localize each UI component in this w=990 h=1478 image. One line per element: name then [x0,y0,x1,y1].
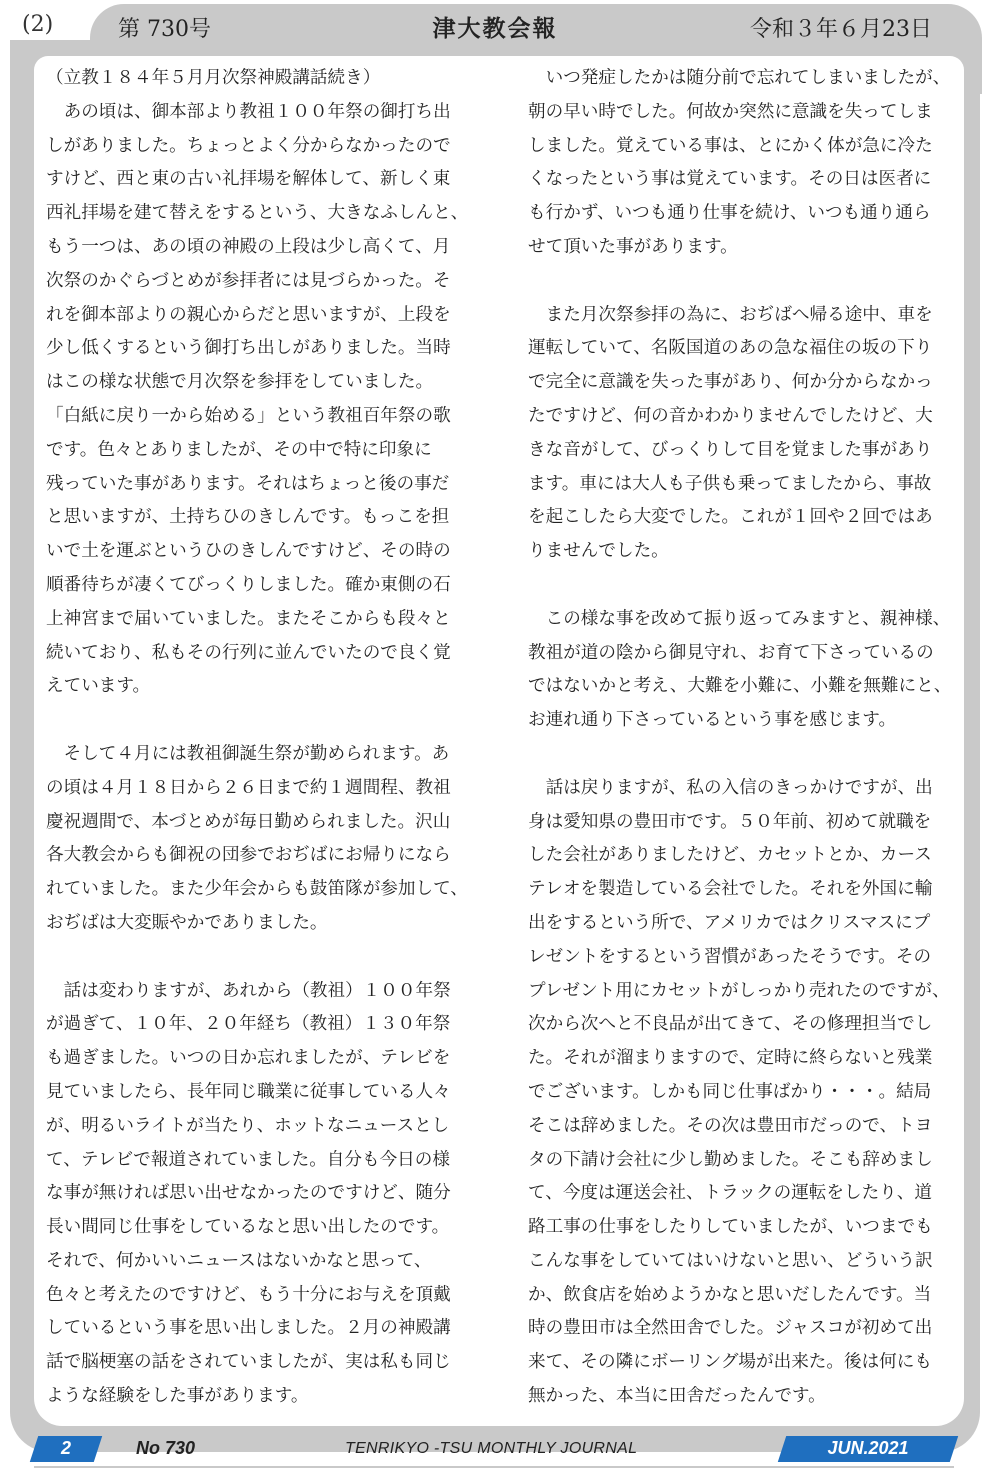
article-line: もう一つは、あの頃の神殿の上段は少し高くて、月 [46,236,451,257]
article-line: 各大教会からも御祝の団参でおぢばにお帰りになら [46,845,451,866]
article-line [46,941,468,975]
article-line: 運転していて、名阪国道のあの急な福住の坂の下り [528,338,933,359]
article-line: ます。車には大人も子供も乗ってましたから、事故 [528,473,932,494]
article-line: でございます。しかも同じ仕事ばかり・・・。結局 [528,1081,932,1102]
article-line: 色々と考えたのですけど、もう十分にお与えを頂戴 [46,1284,451,1305]
issue-number: 第 730号 [118,17,211,42]
article-line [528,265,951,299]
article-line: です。色々とありましたが、その中で特に印象に [46,439,432,460]
article-line: せて頂いた事があります。 [528,236,738,257]
article-line: 「白紙に戻り一から始める」という教祖百年祭の歌 [46,405,451,426]
article-line: いつ発症したかは随分前で忘れてしまいましたが、 [528,68,951,88]
footer-issue-number: No 730 [136,1438,196,1458]
article-line: しているという事を思い出しました。２月の神殿講 [46,1318,451,1339]
footer-journal-name: TENRIKYO -TSU MONTHLY JOURNAL [345,1440,638,1457]
issue-date: 令和３年６月23日 [750,17,932,42]
article-line: の頃は４月１８日から２６日まで約１週間程、教祖 [46,777,451,798]
article-line: 見ていましたら、長年同じ職業に従事している人々 [46,1081,451,1102]
newsletter-title: 津大教会報 [432,15,558,42]
article-line: 話で脳梗塞の話をされていましたが、実は私も同じ [46,1352,451,1373]
article-line: しました。覚えている事は、とにかく体が急に冷た [528,135,933,156]
article-line: そこは辞めました。その次は豊田市だっので、トヨ [528,1115,933,1136]
article-line: また月次祭参拝の為に、おぢばへ帰る途中、車を [528,304,933,325]
article-line: 朝の早い時でした。何故か突然に意識を失ってしま [528,101,933,122]
article-line: て、テレビで報道されていました。自分も今日の様 [46,1149,450,1170]
article-line: 身は愛知県の豊田市です。５０年前、初めて就職を [528,811,932,832]
article-line: を起こしたら大変でした。これが１回や２回ではあ [528,507,933,528]
article-line: て、今度は運送会社、トラックの運転をしたり、道 [528,1183,932,1204]
article-line: この様な事を改めて振り返ってみますと、親神様、 [528,608,951,629]
article-line: 西礼拝場を建て替えをするという、大きなふしんと、 [46,203,469,224]
article-line: こんな事をしていてはいけないと思い、どういう訳 [528,1250,933,1271]
article-line: おぢばは大変賑やかでありました。 [46,912,328,933]
article-line: 路工事の仕事をしたりしていましたが、いつまでも [528,1217,933,1238]
article-line: で完全に意識を失った事があり、何か分からなかっ [528,372,933,393]
article-line [528,569,951,603]
article-line: レゼントをするという習慣があったそうです。その [528,946,932,967]
article-line: れていました。また少年会からも鼓笛隊が参加して、 [46,879,468,900]
article-line: ような経験をした事があります。 [46,1386,309,1407]
article-line [528,738,951,772]
article-line: 次祭のかぐらづとめが参拝者には見づらかった。そ [46,270,451,291]
article-line [46,704,468,738]
article-line: 上神宮まで届いていました。またそこからも段々と [46,608,451,629]
article-line: 少し低くするという御打ち出しがありました。当時 [46,338,451,359]
article-line: あの頃は、御本部より教祖１００年祭の御打ち出 [46,101,451,122]
article-line: 教祖が道の陰から御見守れ、お育て下さっているの [528,642,934,663]
article-line: それで、何かいいニュースはないかなと思って、 [46,1250,432,1271]
article-line: も過ぎました。いつの日か忘れましたが、テレビを [46,1048,451,1069]
article-left-column [46,62,468,1414]
article-line: れを御本部よりの親心からだと思いますが、上段を [46,304,451,325]
article-line: 出をするという所で、アメリカではクリスマスにプ [528,912,931,933]
article-line: タの下請け会社に少し勤めました。そこも辞めまし [528,1149,933,1170]
article-line: （立教１８４年５月月次祭神殿講話続き） [46,68,381,88]
article-line: か、飲食店を始めようかなと思いだしたんです。当 [528,1284,932,1305]
article-line: 話は戻りますが、私の入信のきっかけですが、出 [528,777,933,798]
article-line: 順番待ちが凄くてびっくりしました。確か東側の石 [46,574,451,595]
article-line: 時の豊田市は全然田舎でした。ジャスコが初めて出 [528,1318,933,1339]
article-line: 慶祝週間で、本づとめが毎日勤められました。沢山 [46,811,451,832]
article-line: 次から次へと不良品が出てきて、その修理担当でし [528,1014,933,1035]
article-line: たですけど、何の音かわかりませんでしたけど、大 [528,405,933,426]
article-line: 残っていた事があります。それはちょっと後の事だ [46,473,450,494]
article-line: と思いますが、土持ちひのきしんです。もっこを担 [46,507,450,528]
article-line: くなったという事は覚えています。その日は医者に [528,169,932,190]
article-line: 無かった、本当に田舎だったんです。 [528,1386,826,1407]
article-line: ではないかと考え、大難を小難に、小難を無難にと、 [528,676,952,697]
footer-divider [34,1466,954,1468]
article-line: すけど、西と東の古い礼拝場を解体して、新しく東 [46,169,451,190]
article-line: な事が無ければ思い出せなかったのですけど、随分 [46,1183,451,1204]
article-line: きな音がして、びっくりして目を覚ました事があり [528,439,933,460]
article-line: た。それが溜まりますので、定時に終らないと残業 [528,1048,933,1069]
article-line: テレオを製造している会社でした。それを外国に輸 [528,879,933,900]
article-line: が過ぎて、１０年、２０年経ち（教祖）１３０年祭 [46,1014,451,1035]
page-marker: (2) [22,12,54,37]
article-line: りませんでした。 [528,541,669,562]
article-line: いで土を運ぶというひのきしんですけど、その時の [46,541,451,562]
article-line: そして４月には教祖御誕生祭が勤められます。あ [46,743,450,764]
article-right-column [528,62,951,1414]
article-line: 続いており、私もその行列に並んでいたので良く覚 [46,642,451,663]
article-line: 来て、その隣にボーリング場が出来た。後は何にも [528,1352,932,1373]
article-line: えています。 [46,676,151,697]
article-line: 話は変わりますが、あれから（教祖）１００年祭 [46,980,451,1001]
footer-month: JUN.2021 [827,1438,909,1458]
article-line: が、明るいライトが当たり、ホットなニュースとし [46,1115,450,1136]
article-line: プレゼント用にカセットがしっかり売れたのですが、 [528,980,950,1001]
article-line: した会社がありましたけど、カセットとか、カース [528,845,932,866]
footer-page-number: 2 [60,1438,71,1458]
article-line: 長い間同じ仕事をしているなと思い出したのです。 [46,1217,450,1238]
article-line: も行かず、いつも通り仕事を続け、いつも通り通ら [528,203,931,224]
article-line: はこの様な状態で月次祭を参拝をしていました。 [46,372,434,393]
article-line: お連れ通り下さっているという事を感じます。 [528,710,897,731]
article-line: しがありました。ちょっとよく分からなかったので [46,135,451,156]
